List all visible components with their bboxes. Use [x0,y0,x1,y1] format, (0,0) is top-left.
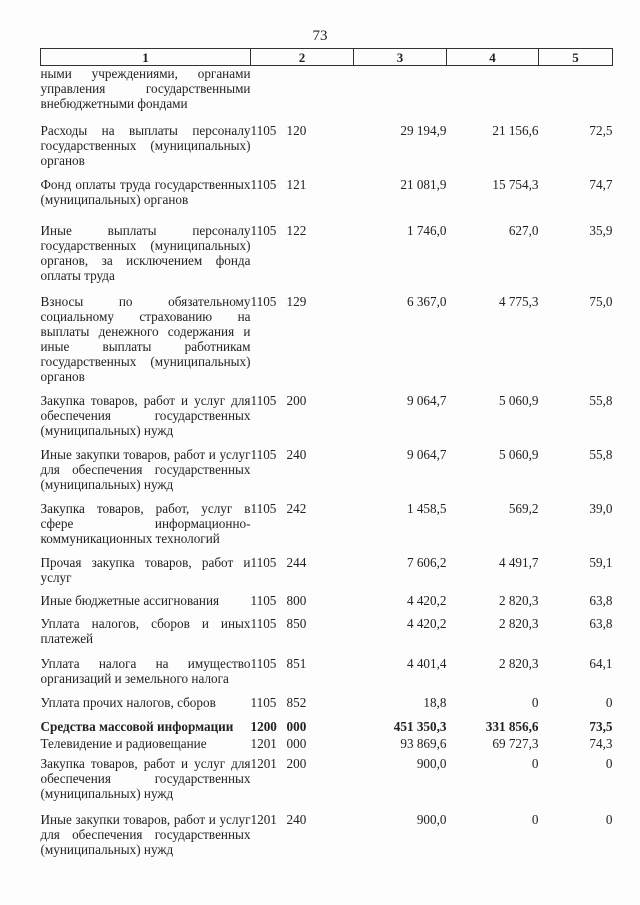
row-percent: 75,0 [589,293,613,309]
row-planned: 18,8 [423,694,447,710]
row-expense-type-code: 240 [286,811,307,827]
column-header-2: 2 [251,49,354,66]
row-section-code: 1105 [250,554,277,570]
row-name: Иные бюджетные ассигнования [40,592,220,608]
row-section-code: 1201 [250,755,277,771]
row-planned: 1 458,5 [406,500,447,516]
row-name: ными учреждениями, органами управления государственными внебюджетными фондами [40,66,251,111]
row-executed: 5 060,9 [498,446,539,462]
row-executed: 2 820,3 [498,615,539,631]
row-section-code: 1105 [250,176,277,192]
row-section-code: 1105 [250,615,277,631]
row-section-code: 1105 [250,222,277,238]
row-expense-type-code: 244 [286,554,307,570]
row-code [251,66,354,113]
row-code [251,113,354,168]
budget-table [40,48,613,857]
row-section-code: 1105 [250,694,277,710]
table-row [41,214,613,283]
row-executed: 2 820,3 [498,655,539,671]
row-expense-type-code: 200 [286,755,307,771]
row-percent: 63,8 [589,615,613,631]
row-name: Закупка товаров, работ и услуг для обеспечения государственных (муниципальных) нужд [40,392,251,438]
row-planned: 93 869,6 [400,735,447,751]
row-expense-type-code: 000 [286,735,307,751]
row-executed [447,66,539,113]
row-name: Иные закупки товаров, работ и услуг для обеспечения государственных (муниципальных) нужд [40,811,251,857]
row-section-code: 1201 [250,735,277,751]
row-executed: 0 [531,811,539,827]
row-code [251,646,354,686]
row-percent: 35,9 [589,222,613,238]
table-row [41,710,613,734]
row-name: Средства массовой информации [40,718,234,734]
row-executed: 0 [531,755,539,771]
row-percent [539,66,613,113]
row-code [251,283,354,384]
row-planned: 900,0 [416,755,447,771]
row-executed: 15 754,3 [492,176,539,192]
row-expense-type-code: 129 [286,293,307,309]
row-name: Уплата прочих налогов, сборов [40,694,216,710]
row-section-code: 1201 [250,811,277,827]
row-percent: 0 [605,811,613,827]
row-percent: 72,5 [589,122,613,138]
row-section-code: 1105 [250,122,277,138]
table-body [41,66,613,857]
row-percent: 59,1 [589,554,613,570]
row-executed: 331 856,6 [485,718,539,734]
row-planned: 21 081,9 [400,176,447,192]
table-row [41,608,613,646]
row-percent: 63,8 [589,592,613,608]
row-executed: 21 156,6 [492,122,539,138]
row-name: Расходы на выплаты персоналу государственных (муниципальных) органов [40,122,251,168]
row-expense-type-code: 121 [286,176,307,192]
table-row [41,734,613,753]
row-code [251,753,354,803]
row-executed: 4 775,3 [498,293,539,309]
row-code [251,492,354,546]
column-header-5: 5 [539,49,613,66]
row-name: Уплата налога на имущество организаций и земельного налога [40,655,251,686]
row-executed: 69 727,3 [492,735,539,751]
row-section-code: 1105 [250,392,277,408]
table-row [41,113,613,168]
row-section-code: 1105 [250,446,277,462]
table-row [41,384,613,438]
row-name: Уплата налогов, сборов и иных платежей [40,615,251,646]
row-name: Прочая закупка товаров, работ и услуг [40,554,251,585]
row-expense-type-code: 800 [286,592,307,608]
row-executed: 2 820,3 [498,592,539,608]
table-row [41,66,613,113]
row-code [251,438,354,492]
column-header-4: 4 [447,49,539,66]
row-name: Взносы по обязательному социальному страхованию на выплаты денежного содержания и иные выплаты работникам государственных (муниципальных) органов [40,293,251,384]
row-code [251,585,354,608]
row-percent: 39,0 [589,500,613,516]
row-percent: 74,3 [589,735,613,751]
row-code [251,168,354,214]
table-row [41,438,613,492]
row-planned: 4 420,2 [406,592,447,608]
row-expense-type-code: 850 [286,615,307,631]
table-row [41,283,613,384]
table-row [41,686,613,710]
row-planned: 6 367,0 [406,293,447,309]
row-expense-type-code: 851 [286,655,307,671]
row-section-code: 1105 [250,293,277,309]
row-percent: 55,8 [589,392,613,408]
row-expense-type-code: 000 [286,718,307,734]
row-planned: 9 064,7 [406,446,447,462]
row-planned: 451 350,3 [393,718,447,734]
row-expense-type-code: 200 [286,392,307,408]
row-expense-type-code: 852 [286,694,307,710]
table-row [41,546,613,585]
row-name: Иные выплаты персоналу государственных (муниципальных) органов, за исключением фонда оплаты труда [40,222,251,283]
row-name: Иные закупки товаров, работ и услуг для обеспечения государственных (муниципальных) нужд [40,446,251,492]
table-row [41,753,613,803]
table-row [41,646,613,686]
row-expense-type-code: 240 [286,446,307,462]
row-percent: 64,1 [589,655,613,671]
row-planned [354,66,447,113]
row-section-code: 1200 [250,718,277,734]
table-row [41,585,613,608]
row-name: Телевидение и радиовещание [40,735,207,751]
row-executed: 5 060,9 [498,392,539,408]
row-executed: 0 [531,694,539,710]
row-executed: 627,0 [508,222,539,238]
row-code [251,734,354,753]
row-planned: 4 420,2 [406,615,447,631]
row-section-code: 1105 [250,500,277,516]
row-section-code: 1105 [250,592,277,608]
row-code [251,214,354,283]
row-percent: 73,5 [589,718,613,734]
row-section-code: 1105 [250,655,277,671]
row-code [251,608,354,646]
row-code [251,384,354,438]
row-name: Фонд оплаты труда государственных (муниципальных) органов [40,176,251,207]
row-name: Закупка товаров, работ, услуг в сфере информационно-коммуникационных технологий [40,500,251,546]
row-planned: 1 746,0 [406,222,447,238]
row-planned: 29 194,9 [400,122,447,138]
column-header-1: 1 [41,49,251,66]
row-planned: 4 401,4 [406,655,447,671]
row-planned: 9 064,7 [406,392,447,408]
column-header-3: 3 [354,49,447,66]
row-executed: 569,2 [508,500,539,516]
row-code [251,803,354,857]
row-percent: 74,7 [589,176,613,192]
row-percent: 0 [605,755,613,771]
page-number: 73 [312,28,328,44]
row-code [251,686,354,710]
row-expense-type-code: 242 [286,500,307,516]
table-row [41,803,613,857]
table-header-row [41,49,613,66]
row-name: Закупка товаров, работ и услуг для обеспечения государственных (муниципальных) нужд [40,755,251,801]
table-row [41,168,613,214]
table-row [41,492,613,546]
row-planned: 7 606,2 [406,554,447,570]
row-code [251,710,354,734]
row-executed: 4 491,7 [498,554,539,570]
row-expense-type-code: 122 [286,222,307,238]
row-expense-type-code: 120 [286,122,307,138]
row-code [251,546,354,585]
row-percent: 55,8 [589,446,613,462]
row-planned: 900,0 [416,811,447,827]
row-percent: 0 [605,694,613,710]
